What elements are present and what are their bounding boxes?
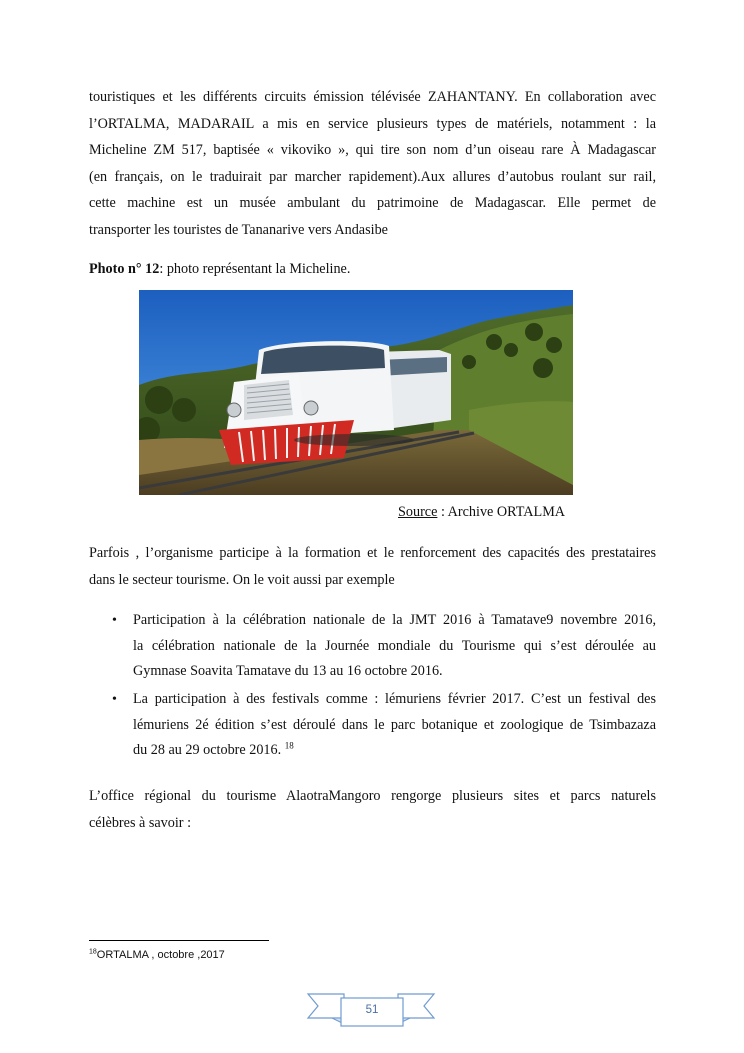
photo-caption-text: : photo représentant la Micheline. [159,261,351,277]
footnote-number: 18 [89,948,97,956]
list-item-text [133,687,656,764]
text-line: transporter les touristes de Tananarive vers Andasibe [89,221,388,238]
paragraph-formation [89,540,656,593]
text-line: lémuriens 2é édition s’est déroulé dans le parc botanique et zoologique de Tsimbazaza [133,716,656,733]
text-line: cette machine est un musée ambulant du patrimoine de Madagascar. Elle permet de [89,195,656,211]
photo-source [398,500,565,524]
source-label: Source [398,504,438,520]
page-number: 51 [365,1004,379,1016]
text-line: Micheline ZM 517, baptisée « vikoviko », qui tire son nom d’un oiseau rare À Madagascar [89,142,656,158]
bullet-marker: • [112,613,117,628]
footnote-text: ORTALMA , octobre ,2017 [96,949,225,961]
text-line: l’ORTALMA, MADARAIL a mis en service plusieurs types de matériels, notamment : la [89,115,656,132]
text-line: La participation à des festivals comme : lémuriens février 2017. C’est un festival des [133,691,656,707]
text-line: dans le secteur tourisme. On le voit aussi par exemple [89,571,395,588]
photo-caption-label: Photo n° 12 [89,261,160,277]
text-line: Parfois , l’organisme participe à la formation et le renforcement des capacités des prestataires [89,545,656,561]
text-line: (en français, on le traduirait par marcher rapidement).Aux allures d’autobus roulant sur rail, [89,168,656,185]
text-line-with-ref [133,738,656,764]
text-line: Gymnase Soavita Tamatave du 13 au 16 octobre 2016. [133,663,443,679]
text-line: Participation à la célébration nationale de la JMT 2016 à Tamatave9 novembre 2016, [133,612,656,628]
paragraph-madarail [89,84,656,243]
text-line: la célébration nationale de la Journée mondiale du Tourisme qui s’est déroulée au [133,637,656,654]
photo-caption [89,256,350,282]
footnote-reference[interactable]: 18 [284,740,294,751]
text-line: L’office régional du tourisme AlaotraMangoro rengorge plusieurs sites et parcs naturels [89,788,656,804]
bullet-marker: • [112,692,117,707]
footnote [89,944,225,966]
text-line: du 28 au 29 octobre 2016. [133,742,282,758]
paragraph-alaotra-mangoro [89,783,656,836]
text-line: touristiques et les différents circuits émission télévisée ZAHANTANY. En collaboration avec [89,89,656,105]
text-line: célèbres à savoir : [89,814,192,831]
footnote-separator [89,940,269,941]
list-item-text [133,608,656,685]
source-text: : Archive ORTALMA [437,504,566,520]
micheline-photo [139,290,573,495]
